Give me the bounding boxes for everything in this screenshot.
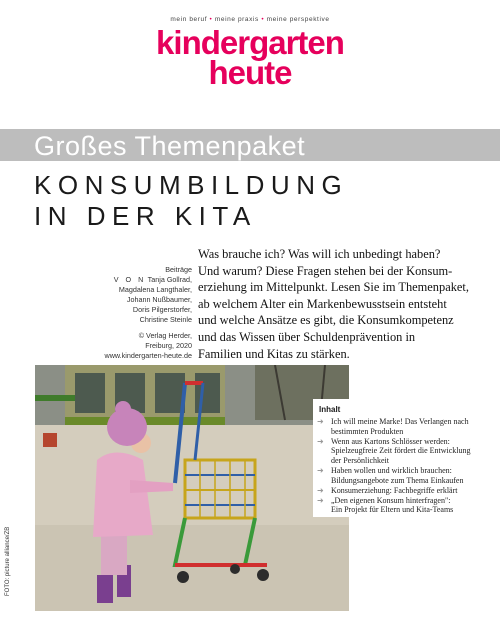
arrow-icon: ➜ <box>317 495 324 505</box>
contents-item[interactable] <box>317 496 483 515</box>
headline-line1: KONSUMBILDUNG <box>34 170 349 200</box>
intro-text <box>198 246 480 362</box>
contents-box <box>313 399 485 517</box>
contents-item-line: bestimmten Produkten <box>331 426 404 436</box>
tagline-perspektive: meine perspektive <box>266 16 330 23</box>
contents-item[interactable] <box>317 486 483 496</box>
contents-item-line: „Den eigenen Konsum hinterfragen": <box>331 495 451 505</box>
cover-photo <box>35 365 349 611</box>
author-3: Johann Nußbaumer, <box>126 295 192 304</box>
contents-item-line: Wenn aus Kartons Schlösser werden: <box>331 436 450 446</box>
brand-logo-line1: kindergarten <box>156 24 344 61</box>
brand-logo-line2: heute <box>208 54 292 91</box>
contents-item-line: Haben wollen und wirklich brauchen: <box>331 465 452 475</box>
section-title: Großes Themenpaket <box>34 131 306 161</box>
tagline-dot: • <box>261 16 267 23</box>
copyright-2: Freiburg, 2020 <box>145 341 192 350</box>
website-link[interactable]: www.kindergarten-heute.de <box>104 351 192 360</box>
author-4: Doris Pilgerstorfer, <box>132 305 192 314</box>
intro-line: und welche Ansätze es gibt, die Konsumkompetenz <box>198 313 454 328</box>
contents-item-line: Ein Projekt für Eltern und Kita-Teams <box>331 505 454 515</box>
headline-line2: IN DER KITA <box>34 201 257 231</box>
contents-item[interactable] <box>317 437 483 466</box>
author-5: Christine Steinle <box>139 315 192 324</box>
intro-line: ab welchem Alter ein Markenbewusstsein entsteht <box>198 296 447 311</box>
contents-item-line: Ich will meine Marke! Das Verlangen nach <box>331 417 469 426</box>
contents-item-line: der Persönlichkeit <box>331 455 389 465</box>
tagline-praxis: meine praxis <box>214 16 259 23</box>
contents-item[interactable] <box>317 466 483 485</box>
author-credits <box>20 265 192 361</box>
photo-credit: FOTO: picture alliance/ZB <box>5 526 11 596</box>
author-2: Magdalena Langthaler, <box>118 285 192 294</box>
copyright-1: © Verlag Herder, <box>138 331 192 340</box>
intro-line: erziehung im Mittelpunkt. Lesen Sie im Themenpaket, <box>198 280 469 295</box>
contents-item-line: Bildungsangebote zum Thema Einkaufen <box>331 475 464 485</box>
tagline-beruf: mein beruf <box>170 16 208 23</box>
contents-item[interactable] <box>317 417 483 436</box>
intro-line: und das Wissen über Schuldenprävention in <box>198 329 416 344</box>
arrow-icon: ➜ <box>317 436 324 446</box>
intro-line: Familien und Kitas zu stärken. <box>198 346 350 361</box>
contents-item-line: Spielzeugfreie Zeit fördert die Entwicklung <box>331 446 471 456</box>
credits-von: V O N <box>113 275 146 284</box>
arrow-icon: ➜ <box>317 465 324 475</box>
contents-list <box>317 417 483 515</box>
arrow-icon: ➜ <box>317 485 324 495</box>
credits-von-line <box>20 275 192 285</box>
tagline-dot: • <box>209 16 215 23</box>
contents-title: Inhalt <box>319 405 341 414</box>
intro-line: Was brauche ich? Was will ich unbedingt haben? <box>198 247 441 261</box>
contents-item-line: Konsumerziehung: Fachbegriffe erklärt <box>331 485 458 495</box>
tagline <box>0 16 500 23</box>
author-1: Tanja Gollrad, <box>147 275 192 284</box>
arrow-icon: ➜ <box>317 417 324 426</box>
credits-label: Beiträge <box>165 265 192 274</box>
intro-line: Und warum? Diese Fragen stehen bei der Konsum- <box>198 263 453 278</box>
photo-illustration <box>35 365 349 611</box>
